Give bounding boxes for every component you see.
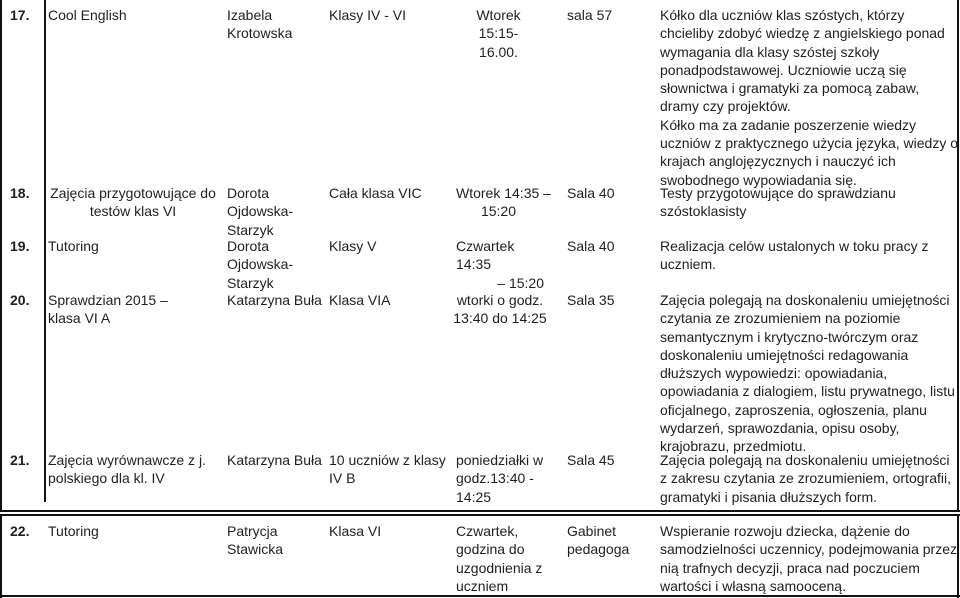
teacher-name: Katarzyna Buła	[227, 452, 322, 468]
column-divider-number	[44, 0, 46, 502]
group-name: Klasy IV - VI	[329, 7, 407, 23]
teacher-name: Dorota Ojdowska- Starzyk	[227, 238, 294, 291]
activity-name: Sprawdzian 2015 – klasa VI A	[48, 292, 168, 327]
room-name: Sala 35	[567, 292, 615, 308]
room-name: Sala 45	[567, 452, 615, 468]
activity-name: Cool English	[48, 7, 127, 23]
row-number: 21.	[10, 452, 30, 468]
schedule-time: Czwartek 14:35 – 15:20	[456, 238, 544, 291]
activity-description: Wspieranie rozwoju dziecka, dążenie do samodzielności uczennicy, podejmowania przez nią trafnych decyzji, praca nad poczuciem wartości i własną samooceną.	[660, 523, 958, 594]
teacher-name: Izabela Krotowska	[227, 7, 293, 42]
activity-name: Tutoring	[48, 523, 99, 539]
teacher-name: Katarzyna Buła	[227, 292, 322, 308]
row-number: 17.	[10, 7, 30, 23]
row-number: 19.	[10, 238, 30, 254]
activity-description: Testy przygotowujące do sprawdzianu szóstoklasisty	[660, 185, 896, 220]
schedule-time: poniedziałki w godz.13:40 - 14:25	[456, 452, 544, 505]
row-number: 20.	[10, 292, 30, 308]
schedule-time: Czwartek, godzina do uzgodnienia z uczniem	[456, 523, 543, 594]
section-divider	[0, 510, 960, 516]
teacher-name: Patrycja Stawicka	[227, 523, 284, 558]
activity-description: Realizacja celów ustalonych w toku pracy z uczniem.	[660, 238, 929, 273]
row-number: 22.	[10, 523, 30, 539]
group-name: Klasa VI	[329, 523, 382, 539]
group-name: Klasy V	[329, 238, 377, 254]
activity-name: Tutoring	[48, 238, 99, 254]
room-name: Gabinet pedagoga	[567, 523, 630, 558]
room-name: Sala 40	[567, 238, 615, 254]
row-number: 18.	[10, 185, 30, 201]
table-border-bottom	[0, 595, 960, 597]
activity-description: Kółko dla uczniów klas szóstych, którzy chcieliby zdobyć wiedzę z angielskiego ponad wymagania dla klasy szóstej szkoły ponadpodstawowej. Uczniowie uczą się słownictwa i gramatyki za pomocą zabaw, dramy czy projektów. Kółko ma za zadanie poszerzenie wiedzy uczniów z praktycznego użycia języka, wiedzy o krajach anglojęzycznych i nauczyć ich swobodnego wypowiadania się.	[660, 7, 959, 188]
teacher-name: Dorota Ojdowska- Starzyk	[227, 185, 294, 238]
room-name: sala 57	[567, 7, 613, 23]
activity-description: Zajęcia polegają na doskonaleniu umiejętności czytania ze zrozumieniem na poziomie semantycznym i krytyczno-twórczym oraz doskonaleniu umiejętności redagowania dłuższych wypowiedzi: opowiadania, opowiadania z dialogiem, listu prywatnego, listu oficjalnego, zaproszenia, ogłoszenia, planu wydarzeń, sprawozdania, opisu osoby, krajobrazu, przedmiotu.	[660, 292, 955, 455]
schedule-time: Wtorek 14:35 – 15:20	[456, 185, 551, 220]
group-name: Klasa VIA	[329, 292, 391, 308]
table-border-left	[0, 0, 2, 598]
room-name: Sala 40	[567, 185, 615, 201]
schedule-time: Wtorek 15:15- 16.00.	[476, 7, 521, 60]
group-name: Cała klasa VIC	[329, 185, 422, 201]
activity-name: Zajęcia przygotowujące do testów klas VI	[50, 185, 216, 220]
group-name: 10 uczniów z klasy IV B	[329, 452, 446, 487]
activity-name: Zajęcia wyrównawcze z j. polskiego dla kl. IV	[48, 452, 206, 487]
schedule-time: wtorki o godz. 13:40 do 14:25	[453, 292, 547, 327]
activity-description: Zajęcia polegają na doskonaleniu umiejętności z zakresu czytania ze zrozumieniem, ortografii, gramatyki i pisania dłuższych form.	[660, 452, 951, 505]
